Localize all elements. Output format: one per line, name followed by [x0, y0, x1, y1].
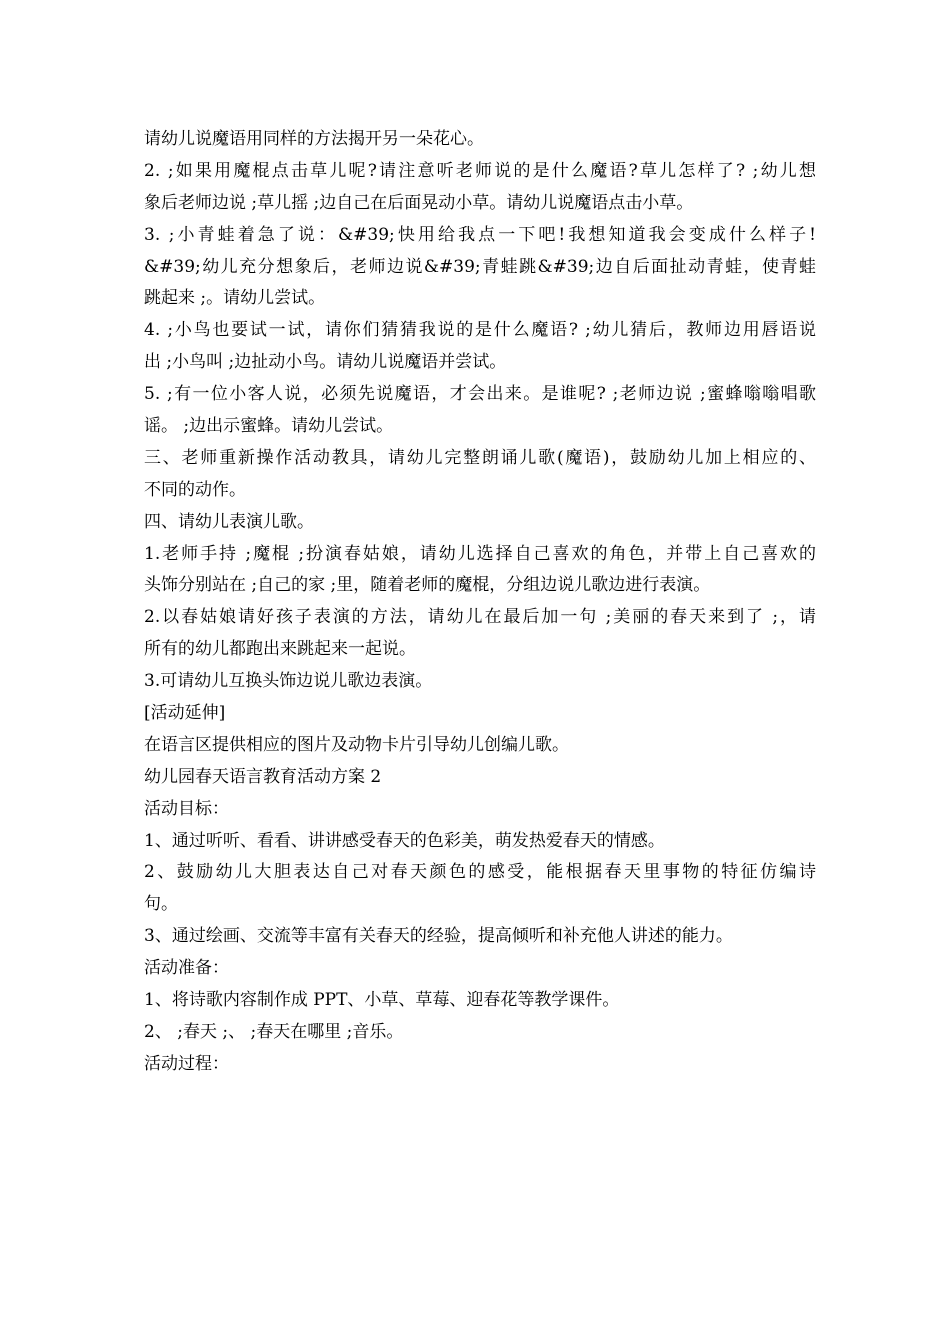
text-line: 谣。 ;边出示蜜蜂。请幼儿尝试。	[144, 416, 394, 437]
section-heading: 活动目标：	[144, 798, 229, 819]
text-line: 2、鼓励幼儿大胆表达自己对春天颜色的感受，能根据春天里事物的特征仿编诗	[144, 862, 816, 883]
text-line: 在语言区提供相应的图片及动物卡片引导幼儿创编儿歌。	[144, 734, 569, 755]
text-line: 所有的幼儿都跑出来跳起来一起说。	[144, 639, 416, 660]
text-line: 句。	[144, 894, 178, 915]
text-line: 象后老师边说 ;草儿摇 ;边自己在后面晃动小草。请幼儿说魔语点击小草。	[144, 192, 694, 213]
text-line: 1.老师手持 ;魔棍 ;扮演春姑娘，请幼儿选择自己喜欢的角色，并带上自己喜欢的	[144, 543, 816, 564]
document-title: 幼儿园春天语言教育活动方案 2	[144, 766, 382, 787]
section-heading: [活动延伸]	[144, 703, 226, 724]
text-line: 三、老师重新操作活动教具，请幼儿完整朗诵儿歌(魔语)，鼓励幼儿加上相应的、	[144, 447, 816, 468]
text-line: 3. ;小青蛙着急了说：&#39;快用给我点一下吧!我想知道我会变成什么样子!	[144, 224, 816, 245]
text-line: 1、通过听听、看看、讲讲感受春天的色彩美，萌发热爱春天的情感。	[144, 830, 665, 851]
text-line: 2.以春姑娘请好孩子表演的方法，请幼儿在最后加一句 ;美丽的春天来到了 ;，请	[144, 607, 816, 628]
text-line: 跳起来 ;。请幼儿尝试。	[144, 288, 326, 309]
text-line: 5. ;有一位小客人说，必须先说魔语，才会出来。是谁呢? ;老师边说 ;蜜蜂嗡嗡唱歌	[144, 384, 816, 405]
document-body	[144, 124, 816, 1081]
section-heading: 活动过程：	[144, 1053, 229, 1074]
text-line: 3、通过绘画、交流等丰富有关春天的经验，提高倾听和补充他人讲述的能力。	[144, 926, 733, 947]
text-line: 请幼儿说魔语用同样的方法揭开另一朵花心。	[144, 129, 484, 149]
text-line: 2、 ;春天 ;、 ;春天在哪里 ;音乐。	[144, 1021, 404, 1042]
text-line: 1、将诗歌内容制作成 PPT、小草、草莓、迎春花等教学课件。	[144, 990, 620, 1011]
text-line: 4. ;小鸟也要试一试，请你们猜猜我说的是什么魔语? ;幼儿猜后，教师边用唇语说	[144, 320, 816, 341]
text-line: 不同的动作。	[144, 479, 246, 500]
section-heading: 四、请幼儿表演儿歌。	[144, 511, 314, 532]
section-heading: 活动准备：	[144, 958, 229, 979]
text-line: 2. ;如果用魔棍点击草儿呢?请注意听老师说的是什么魔语?草儿怎样了? ;幼儿想	[144, 160, 816, 181]
text-line: 出 ;小鸟叫 ;边扯动小鸟。请幼儿说魔语并尝试。	[144, 352, 507, 373]
text-line: &#39;幼儿充分想象后，老师边说&#39;青蛙跳&#39;边自后面扯动青蛙，使青蛙	[144, 256, 816, 277]
text-line: 头饰分别站在 ;自己的家 ;里，随着老师的魔棍，分组边说儿歌边进行表演。	[144, 575, 711, 596]
text-line: 3.可请幼儿互换头饰边说儿歌边表演。	[144, 671, 433, 692]
